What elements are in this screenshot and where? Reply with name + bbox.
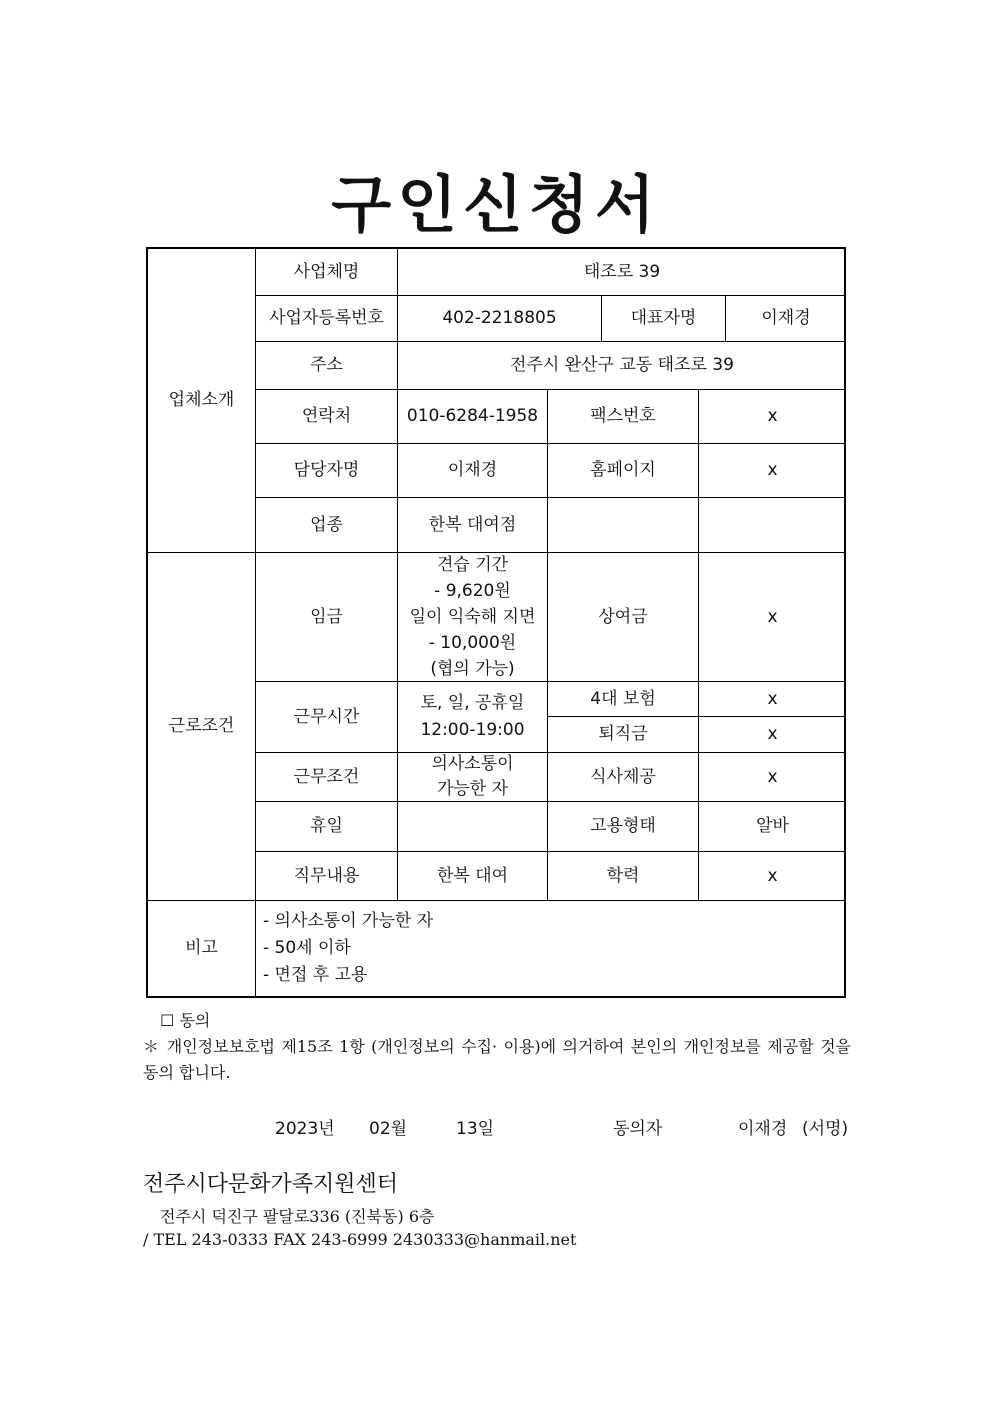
biz-reg-value: 402-2218805	[442, 308, 557, 328]
manager-label: 담당자명	[293, 460, 360, 480]
company-name-label: 사업체명	[293, 261, 360, 282]
consent-checkbox[interactable]: ☐	[160, 1011, 175, 1030]
consenter-name: 이재경	[738, 1119, 788, 1139]
wage-value	[398, 553, 547, 681]
consent-row	[160, 1008, 210, 1031]
consent-statement: ＊ 개인정보보호법 제15조 1항 (개인정보의 수집· 이용)에 의거하여 본인의 개인정보를 제공할 것을 동의 합니다.	[143, 1037, 851, 1082]
organization-name: 전주시다문화가족지원센터	[143, 1172, 399, 1197]
severance-value: x	[767, 724, 778, 744]
holiday-value	[398, 802, 547, 851]
work-condition-label: 근무조건	[293, 766, 360, 787]
remark-item: - 50세 이하	[263, 938, 351, 958]
remarks-list	[263, 908, 433, 989]
wage-label: 임금	[310, 606, 343, 627]
hours-value	[398, 682, 547, 752]
hours-line: 토, 일, 공휴일	[420, 693, 525, 713]
job-application-table	[146, 247, 846, 998]
work-condition-line: 의사소통이	[431, 754, 514, 774]
ceo-label: 대표자명	[630, 308, 697, 328]
industry-value: 한복 대여점	[428, 514, 517, 535]
employment-type-value: 알바	[756, 816, 789, 836]
work-condition-line: 가능한 자	[436, 779, 509, 799]
education-label: 학력	[606, 865, 640, 886]
organization-contact: / TEL 243-0333 FAX 243-6999 2430333@hanmail.net	[143, 1230, 577, 1249]
organization-address: 전주시 덕진구 팔달로336 (진북동) 6층	[160, 1207, 435, 1226]
fax-label: 팩스번호	[590, 406, 656, 426]
duty-value: 한복 대여	[436, 865, 509, 886]
ceo-value: 이재경	[761, 308, 811, 328]
work-condition-value	[398, 753, 547, 801]
insurance-value: x	[767, 688, 778, 709]
wage-line: 일이 익숙해 지면	[409, 607, 536, 627]
company-name-value: 태조로 39	[583, 261, 661, 282]
signature-year: 2023년	[275, 1119, 335, 1139]
fax-value: x	[767, 406, 778, 426]
wage-line: (협의 가능)	[430, 659, 515, 679]
wage-line: 견습 기간	[436, 555, 509, 575]
hours-label: 근무시간	[293, 706, 360, 727]
meal-label: 식사제공	[590, 766, 656, 787]
bonus-label: 상여금	[598, 606, 648, 627]
biz-reg-label: 사업자등록번호	[269, 308, 384, 328]
hours-line: 12:00-19:00	[420, 720, 525, 740]
section-remarks-label: 비고	[185, 937, 218, 958]
employment-type-label: 고용형태	[590, 816, 656, 836]
section-conditions-label: 근로조건	[168, 715, 235, 736]
insurance-label: 4대 보험	[590, 688, 656, 709]
signature-day: 13일	[456, 1119, 495, 1139]
industry-label: 업종	[310, 514, 343, 535]
duty-label: 직무내용	[293, 865, 360, 886]
wage-line: - 10,000원	[428, 633, 517, 653]
homepage-value: x	[767, 460, 778, 480]
meal-value: x	[767, 766, 778, 787]
consent-label: 동의	[179, 1011, 211, 1030]
remark-item: - 면접 후 고용	[263, 965, 368, 985]
page-title: 구인신청서	[331, 168, 661, 241]
phone-value: 010-6284-1958	[406, 406, 539, 426]
remark-item: - 의사소통이 가능한 자	[263, 911, 434, 931]
homepage-label: 홈페이지	[590, 460, 656, 480]
consenter-label: 동의자	[613, 1119, 663, 1139]
section-company-label: 업체소개	[168, 390, 235, 410]
severance-label: 퇴직금	[598, 724, 648, 744]
address-value: 전주시 완산구 교동 태조로 39	[510, 355, 734, 375]
education-value: x	[767, 865, 778, 886]
manager-value: 이재경	[447, 460, 498, 480]
address-label: 주소	[310, 355, 343, 375]
phone-label: 연락처	[301, 406, 352, 426]
signature-field[interactable]: (서명)	[802, 1119, 849, 1139]
bonus-value: x	[767, 606, 778, 627]
holiday-label: 휴일	[310, 816, 343, 836]
signature-month: 02월	[369, 1119, 408, 1139]
wage-line: - 9,620원	[434, 581, 511, 601]
